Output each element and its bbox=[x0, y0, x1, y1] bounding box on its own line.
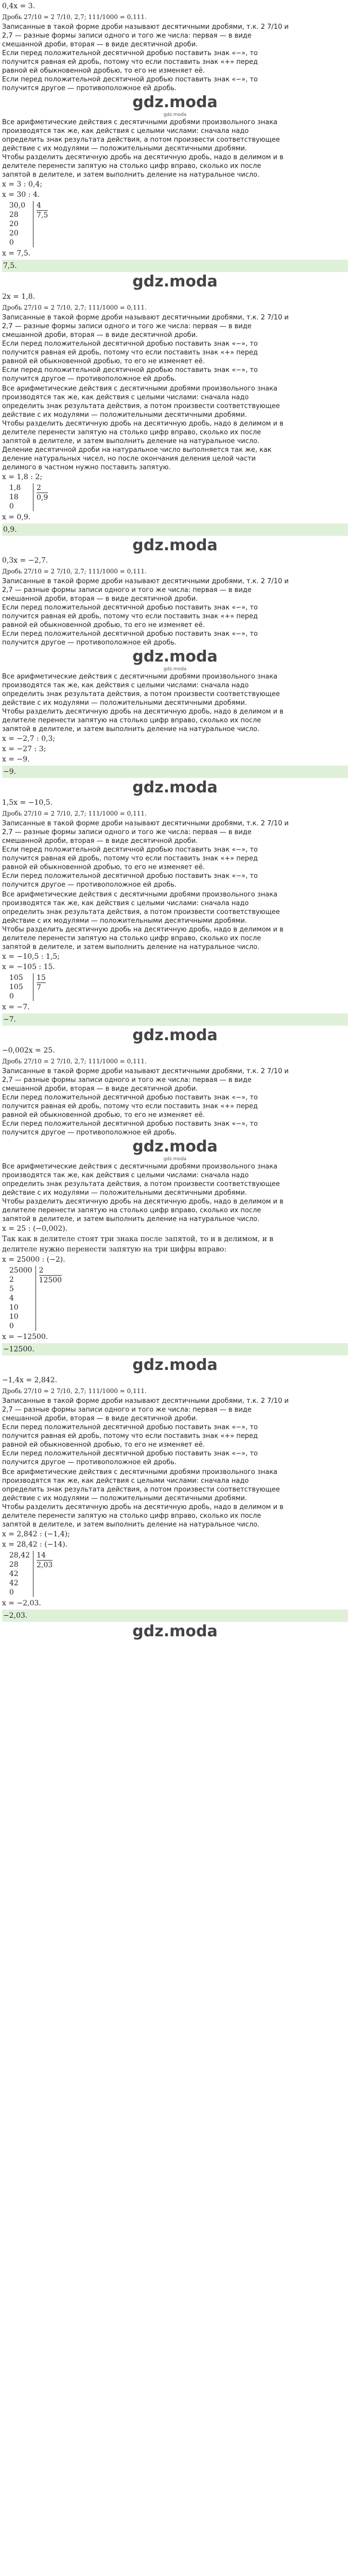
long-division bbox=[9, 973, 348, 1001]
theory-line: получится другое — противоположное ей дробь. bbox=[2, 881, 177, 889]
theory-line: производятся так же, как действия с целыми числами: сначала надо bbox=[2, 1477, 249, 1485]
theory-line: действие с их модулями — положительными десятичными дробями. bbox=[2, 1495, 247, 1502]
quotient: 7 bbox=[37, 982, 46, 992]
division-step: 0 bbox=[9, 992, 14, 1001]
watermark-small: gdz.moda bbox=[163, 667, 187, 672]
fraction-example bbox=[2, 11, 348, 23]
fraction-example bbox=[2, 302, 348, 313]
fraction-expression: 27/10 = 2 7/10, 2,7; 111/1000 = 0,111. bbox=[24, 1058, 147, 1065]
theory-line: Все арифметические действия с десятичными дробями произвольного знака bbox=[2, 891, 278, 899]
theory-line: Записанные в такой форме дроби называют десятичными дробями, т.к. 2 7/10 и bbox=[2, 1397, 289, 1405]
division-step: 30,0 bbox=[9, 201, 26, 210]
theory-line: делимого в частном нужно поставить запятую. bbox=[2, 464, 171, 471]
dividend-column bbox=[9, 201, 33, 247]
theory-line: Если перед положительной десятичной дробью поставить знак «−», то bbox=[2, 1094, 258, 1101]
theory-line: смешанной дроби, вторая — в виде десятичной дроби. bbox=[2, 1085, 198, 1093]
theory-line: получится равная ей дробь, потому что если поставить знак «+» перед bbox=[2, 1432, 258, 1440]
divisor-column bbox=[33, 973, 46, 992]
work-step: x = 28,42 : (−14). bbox=[2, 1540, 68, 1549]
watermark-logo: gdz.moda bbox=[132, 273, 218, 291]
result: x = 7,5. bbox=[2, 249, 31, 258]
division-step: 0 bbox=[9, 1588, 14, 1597]
theory-line: смешанной дроби, вторая — в виде десятичной дроби. bbox=[2, 837, 198, 845]
work-step: x = −2,7 : 0,3; bbox=[2, 735, 56, 743]
answer-box: −12500. bbox=[2, 1343, 348, 1355]
theory-line: смешанной дроби, вторая — в виде десятичной дроби. bbox=[2, 41, 198, 48]
theory-line: определить знак результата действия, а потом произвести соответствующее bbox=[2, 136, 280, 144]
watermark-logo: gdz.moda bbox=[132, 93, 218, 111]
watermark-small: gdz.moda bbox=[163, 1157, 187, 1162]
theory-line: действие с их модулями — положительными десятичными дробями. bbox=[2, 145, 247, 152]
theory-line: запятой в делителе, и затем выполнить деление на натуральное число. bbox=[2, 1521, 260, 1529]
answer-box: −9. bbox=[2, 766, 348, 778]
division-step: 18 bbox=[9, 493, 19, 501]
result: x = −12500. bbox=[2, 1333, 48, 1341]
solution-block bbox=[2, 292, 348, 383]
fraction-intro: Дробь bbox=[2, 568, 22, 575]
theory-line: 2,7 — разные формы записи одного и того же числа: первая — в виде bbox=[2, 32, 252, 40]
solution-block-cont bbox=[2, 890, 348, 1026]
quotient: 2,03 bbox=[37, 1561, 53, 1569]
fraction-expression: 27/10 = 2 7/10, 2,7; 111/1000 = 0,111. bbox=[24, 13, 147, 21]
division-step: 1,8 bbox=[9, 484, 21, 492]
solution-block bbox=[2, 1045, 348, 1137]
theory-line: Все арифметические действия с десятичными дробями произвольного знака bbox=[2, 1163, 278, 1171]
divisor: 2 bbox=[37, 484, 41, 492]
theory-line: равной ей обыкновенной дробью, то его не изменяет её. bbox=[2, 358, 205, 365]
result: x = 0,9. bbox=[2, 513, 31, 521]
theory-line: Если перед положительной десятичной дробью поставить знак «−», то bbox=[2, 846, 258, 854]
theory-line: Записанные в такой форме дроби называют десятичными дробями, т.к. 2 7/10 и bbox=[2, 314, 289, 321]
divisor-column bbox=[33, 201, 48, 220]
division-step: 10 bbox=[9, 1313, 19, 1321]
theory-line: получится другое — противоположное ей дробь. bbox=[2, 1459, 177, 1466]
solution-block-cont bbox=[2, 672, 348, 778]
work-step: x = −27 : 3; bbox=[2, 745, 46, 753]
theory-line: получится равная ей дробь, потому что если поставить знак «+» перед bbox=[2, 1103, 258, 1110]
theory-line: 2,7 — разные формы записи одного и того же числа: первая — в виде bbox=[2, 1076, 252, 1084]
fraction-intro: Дробь bbox=[2, 1387, 22, 1395]
theory-line: определить знак результата действия, а потом произвести соответствующее bbox=[2, 908, 280, 916]
division-step: 0 bbox=[9, 1322, 14, 1330]
theory-line: Записанные в такой форме дроби называют десятичными дробями, т.к. 2 7/10 и bbox=[2, 23, 289, 31]
division-step: 28 bbox=[9, 1561, 19, 1569]
theory-line: Если перед положительной десятичной дробью поставить знак «−», то bbox=[2, 49, 258, 57]
equation: 2x = 1,8. bbox=[2, 293, 36, 301]
theory-line: делителе перенести запятую на столько цифр вправо, сколько их после bbox=[2, 1207, 261, 1214]
work-step: x = −105 : 15. bbox=[2, 963, 55, 971]
division-step: 25000 bbox=[9, 1266, 32, 1275]
fraction-expression: 27/10 = 2 7/10, 2,7; 111/1000 = 0,111. bbox=[24, 1387, 147, 1395]
work-step: x = −10,5 : 1,5; bbox=[2, 953, 60, 961]
theory-line: Если перед положительной десятичной дробью поставить знак «−», то bbox=[2, 366, 258, 374]
work-step: x = 25000 : (−2). bbox=[2, 1256, 65, 1264]
work-step: x = 30 : 4. bbox=[2, 191, 40, 199]
theory-line: делителе перенести запятую на столько цифр вправо, сколько их после bbox=[2, 717, 261, 724]
divisor: 4 bbox=[37, 201, 41, 210]
fraction-example bbox=[2, 1056, 348, 1067]
theory-line: делителе перенести запятую на столько цифр вправо, сколько их после bbox=[2, 935, 261, 942]
theory-line: получится другое — противоположное ей дробь. bbox=[2, 84, 177, 92]
work-step: делителе нужно перенести запятую на три цифры вправо: bbox=[2, 1245, 227, 1253]
theory-line: получится другое — противоположное ей дробь. bbox=[2, 1129, 177, 1137]
theory-line: получится равная ей дробь, потому что если поставить знак «+» перед bbox=[2, 855, 258, 862]
fraction-intro: Дробь bbox=[2, 304, 22, 311]
division-step: 28,42 bbox=[9, 1551, 30, 1560]
quotient: 12500 bbox=[39, 1276, 62, 1284]
division-step: 10 bbox=[9, 1303, 19, 1312]
dividend-column bbox=[9, 973, 33, 1001]
theory-line: определить знак результата действия, а потом произвести соответствующее bbox=[2, 1486, 280, 1494]
dividend-column bbox=[9, 1266, 36, 1331]
dividend-column bbox=[9, 1551, 33, 1597]
watermark-logo: gdz.moda bbox=[132, 1622, 218, 1640]
fraction-intro: Дробь bbox=[2, 1058, 22, 1065]
theory-line: Чтобы разделить десятичную дробь на десятичную дробь, надо в делимом и в bbox=[2, 708, 284, 716]
theory-line: запятой в делителе, и затем выполнить деление на натуральное число. bbox=[2, 943, 260, 951]
fraction-example bbox=[2, 808, 348, 819]
division-step: 5 bbox=[9, 1285, 14, 1293]
watermark-small: gdz.moda bbox=[163, 112, 187, 117]
dividend-column bbox=[9, 483, 33, 511]
division-step: 20 bbox=[9, 220, 19, 228]
division-step: 0 bbox=[9, 502, 14, 511]
long-division bbox=[9, 1551, 348, 1597]
theory-line: действие с их модулями — положительными десятичными дробями. bbox=[2, 699, 247, 707]
answer-box: 0,9. bbox=[2, 523, 348, 536]
theory-line: Все арифметические действия с десятичными дробями произвольного знака bbox=[2, 385, 278, 393]
theory-line: получится другое — противоположное ей дробь. bbox=[2, 639, 177, 647]
watermark-logo: gdz.moda bbox=[132, 1356, 218, 1374]
equation: 1,5x = −10,5. bbox=[2, 799, 53, 807]
theory-line: Записанные в такой форме дроби называют десятичными дробями, т.к. 2 7/10 и bbox=[2, 820, 289, 827]
division-step: 0 bbox=[9, 239, 14, 247]
theory-line: Все арифметические действия с десятичными дробями произвольного знака bbox=[2, 118, 278, 126]
theory-line: Записанные в такой форме дроби называют десятичными дробями, т.к. 2 7/10 и bbox=[2, 578, 289, 585]
theory-line: действие с их модулями — положительными десятичными дробями. bbox=[2, 1189, 247, 1197]
theory-line: получится равная ей дробь, потому что если поставить знак «+» перед bbox=[2, 58, 258, 66]
theory-line: Чтобы разделить десятичную дробь на десятичную дробь, надо в делимом и в bbox=[2, 1198, 284, 1206]
long-division bbox=[9, 483, 348, 511]
solution-block-cont bbox=[2, 1162, 348, 1355]
theory-line: Чтобы разделить десятичную дробь на десятичную дробь, надо в делимом и в bbox=[2, 420, 284, 428]
divisor-column bbox=[33, 483, 48, 502]
theory-line: делителе перенести запятую на столько цифр вправо, сколько их после bbox=[2, 162, 261, 170]
theory-line: смешанной дроби, вторая — в виде десятичной дроби. bbox=[2, 595, 198, 603]
work-step: x = 25 : (−0,002). bbox=[2, 1225, 68, 1233]
theory-line: 2,7 — разные формы записи одного и того же числа: первая — в виде bbox=[2, 586, 252, 594]
watermark-logo: gdz.moda bbox=[132, 1138, 218, 1156]
work-step: x = 3 : 0,4; bbox=[2, 180, 43, 189]
theory-line: Если перед положительной десятичной дробью поставить знак «−», то bbox=[2, 340, 258, 348]
equation: 0,3x = −2,7. bbox=[2, 556, 48, 565]
theory-line: Чтобы разделить десятичную дробь на десятичную дробь, надо в делимом и в bbox=[2, 1503, 284, 1511]
theory-line: 2,7 — разные формы записи одного и того же числа: первая — в виде bbox=[2, 828, 252, 836]
theory-line: Если перед положительной десятичной дробью поставить знак «−», то bbox=[2, 1120, 258, 1128]
work-step: x = −9. bbox=[2, 755, 30, 764]
theory-line: делителе перенести запятую на столько цифр вправо, сколько их после bbox=[2, 1512, 261, 1520]
fraction-expression: 27/10 = 2 7/10, 2,7; 111/1000 = 0,111. bbox=[24, 568, 147, 575]
division-step: 42 bbox=[9, 1579, 19, 1587]
theory-line: равной ей обыкновенной дробью, то его не изменяет её. bbox=[2, 1111, 205, 1119]
result: x = −2,03. bbox=[2, 1599, 41, 1607]
theory-line: получится равная ей дробь, потому что если поставить знак «+» перед bbox=[2, 349, 258, 357]
equation: 0,4x = 3. bbox=[2, 2, 36, 10]
fraction-expression: 27/10 = 2 7/10, 2,7; 111/1000 = 0,111. bbox=[24, 304, 147, 311]
division-step: 105 bbox=[9, 983, 23, 991]
theory-line: равной ей обыкновенной дробью, то его не изменяет её. bbox=[2, 67, 205, 75]
theory-line: Если перед положительной десятичной дробью поставить знак «−», то bbox=[2, 1423, 258, 1431]
theory-line: Если перед положительной десятичной дробью поставить знак «−», то bbox=[2, 872, 258, 880]
solution-block bbox=[2, 1, 348, 93]
solution-block-cont bbox=[2, 384, 348, 536]
theory-line: запятой в делителе, и затем выполнить деление на натуральное число. bbox=[2, 1215, 260, 1223]
divisor-column bbox=[36, 1266, 62, 1285]
fraction-expression: 27/10 = 2 7/10, 2,7; 111/1000 = 0,111. bbox=[24, 810, 147, 817]
theory-line: Все арифметические действия с десятичными дробями произвольного знака bbox=[2, 673, 278, 681]
quotient: 7,5 bbox=[37, 211, 48, 219]
answer-box: −2,03. bbox=[2, 1609, 348, 1622]
work-step: x = 1,8 : 2; bbox=[2, 473, 43, 481]
division-step: 4 bbox=[9, 1294, 14, 1302]
theory-line: производятся так же, как действия с целыми числами: сначала надо bbox=[2, 900, 249, 907]
theory-line: производятся так же, как действия с целыми числами: сначала надо bbox=[2, 394, 249, 401]
theory-line: равной ей обыкновенной дробью, то его не изменяет её. bbox=[2, 621, 205, 629]
watermark-logo: gdz.moda bbox=[132, 648, 218, 666]
theory-line: делителе перенести запятую на столько цифр вправо, сколько их после bbox=[2, 429, 261, 436]
theory-line: смешанной дроби, вторая — в виде десятичной дроби. bbox=[2, 331, 198, 339]
theory-line: Если перед положительной десятичной дробью поставить знак «−», то bbox=[2, 76, 258, 83]
watermark-logo: gdz.moda bbox=[132, 1026, 218, 1044]
theory-line: Записанные в такой форме дроби называют десятичными дробями, т.к. 2 7/10 и bbox=[2, 1067, 289, 1075]
divisor: 2 bbox=[39, 1266, 44, 1275]
solution-block-cont bbox=[2, 118, 348, 272]
work-step: Так как в делителе стоят три знака после запятой, то и в делимом, и в bbox=[2, 1235, 274, 1243]
division-step: 42 bbox=[9, 1570, 19, 1578]
solution-block bbox=[2, 555, 348, 647]
theory-line: смешанной дроби, вторая — в виде десятичной дроби. bbox=[2, 1415, 198, 1422]
theory-line: получится равная ей дробь, потому что если поставить знак «+» перед bbox=[2, 613, 258, 620]
fraction-example bbox=[2, 1385, 348, 1397]
work-step: x = 2,842 : (−1,4); bbox=[2, 1530, 70, 1538]
theory-line: запятой в делителе, и затем выполнить деление на натуральное число. bbox=[2, 725, 260, 733]
answer-box: 7,5. bbox=[2, 260, 348, 272]
theory-line: производятся так же, как действия с целыми числами: сначала надо bbox=[2, 682, 249, 689]
equation: −1,4x = 2,842. bbox=[2, 1376, 58, 1384]
theory-line: Деление десятичной дроби на натуральное число выполняется так же, как bbox=[2, 446, 272, 454]
quotient: 0,9 bbox=[37, 494, 48, 502]
equation: −0,002x = 25. bbox=[2, 1046, 55, 1055]
theory-line: производятся так же, как действия с целыми числами: сначала надо bbox=[2, 1172, 249, 1179]
theory-line: определить знак результата действия, а потом произвести соответствующее bbox=[2, 402, 280, 410]
theory-line: производятся так же, как действия с целыми числами: сначала надо bbox=[2, 127, 249, 135]
theory-line: определить знак результата действия, а потом произвести соответствующее bbox=[2, 690, 280, 698]
theory-line: деление натуральных чисел, но после окончания деления целой части bbox=[2, 455, 256, 463]
fraction-example bbox=[2, 566, 348, 577]
divisor: 14 bbox=[37, 1551, 46, 1560]
solution-block-cont bbox=[2, 1468, 348, 1622]
fraction-intro: Дробь bbox=[2, 13, 22, 21]
theory-line: Все арифметические действия с десятичными дробями произвольного знака bbox=[2, 1468, 278, 1476]
theory-line: Если перед положительной десятичной дробью поставить знак «−», то bbox=[2, 630, 258, 638]
division-step: 20 bbox=[9, 229, 19, 238]
long-division bbox=[9, 1266, 348, 1331]
long-division bbox=[9, 201, 348, 247]
solution-block bbox=[2, 1375, 348, 1467]
divisor: 15 bbox=[37, 974, 46, 982]
theory-line: запятой в делителе, и затем выполнить деление на натуральное число. bbox=[2, 171, 260, 179]
answer-box: −7. bbox=[2, 1013, 348, 1026]
solution-block bbox=[2, 798, 348, 889]
theory-line: равной ей обыкновенной дробью, то его не изменяет её. bbox=[2, 863, 205, 871]
theory-line: Чтобы разделить десятичную дробь на десятичную дробь, надо в делимом и в bbox=[2, 926, 284, 934]
division-step: 105 bbox=[9, 974, 23, 982]
theory-line: 2,7 — разные формы записи одного и того же числа: первая — в виде bbox=[2, 323, 252, 330]
theory-line: равной ей обыкновенной дробью, то его не изменяет её. bbox=[2, 1441, 205, 1449]
fraction-intro: Дробь bbox=[2, 810, 22, 817]
theory-line: запятой в делителе, и затем выполнить деление на натуральное число. bbox=[2, 437, 260, 445]
theory-line: действие с их модулями — положительными десятичными дробями. bbox=[2, 917, 247, 925]
theory-line: Если перед положительной десятичной дробью поставить знак «−», то bbox=[2, 604, 258, 612]
theory-line: действие с их модулями — положительными десятичными дробями. bbox=[2, 411, 247, 419]
theory-line: определить знак результата действия, а потом произвести соответствующее bbox=[2, 1180, 280, 1188]
watermark-logo: gdz.moda bbox=[132, 778, 218, 796]
result: x = −7. bbox=[2, 1003, 30, 1011]
theory-line: 2,7 — разные формы записи одного и того же числа: первая — в виде bbox=[2, 1406, 252, 1414]
division-step: 2 bbox=[9, 1276, 14, 1284]
theory-line: Чтобы разделить десятичную дробь на десятичную дробь, надо в делимом и в bbox=[2, 154, 284, 161]
theory-line: получится другое — противоположное ей дробь. bbox=[2, 375, 177, 383]
divisor-column bbox=[33, 1551, 52, 1570]
theory-line: Если перед положительной десятичной дробью поставить знак «−», то bbox=[2, 1450, 258, 1458]
watermark-logo: gdz.moda bbox=[132, 536, 218, 554]
division-step: 28 bbox=[9, 211, 19, 219]
